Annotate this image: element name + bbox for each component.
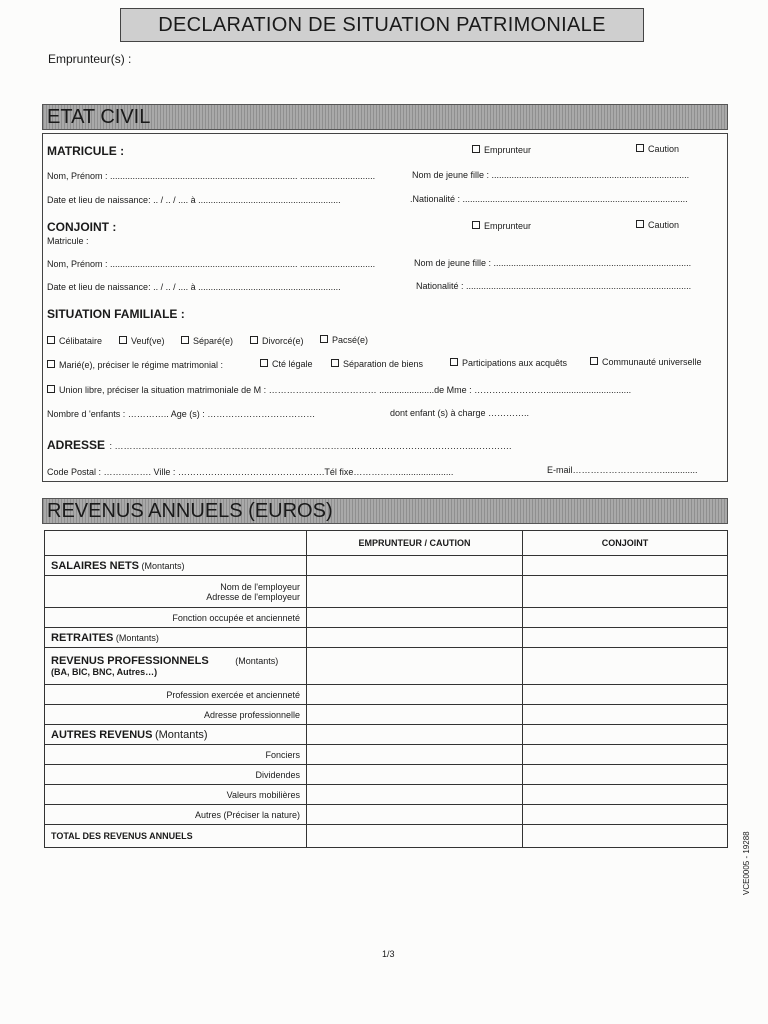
checkbox-icon [472, 145, 480, 153]
fonction-label-cell: Fonction occupée et ancienneté [45, 608, 307, 628]
input-cell[interactable] [307, 608, 523, 628]
caution-option[interactable]: Caution [636, 144, 679, 154]
profession-label-cell: Profession exercée et ancienneté [45, 685, 307, 705]
checkbox-icon [47, 360, 55, 368]
regime-cte-legale[interactable]: Cté légale [260, 359, 313, 369]
page-number: 1/3 [382, 949, 395, 959]
adresse-pro-label-cell: Adresse professionnelle [45, 705, 307, 725]
input-cell[interactable] [307, 576, 523, 608]
regime-communaute[interactable]: Communauté universelle [590, 357, 702, 367]
adresse-label: ADRESSE [47, 438, 106, 452]
regime-separation[interactable]: Séparation de biens [331, 359, 423, 369]
fonciers-label-cell: Fonciers [45, 745, 307, 765]
conjoint-nom-jeune-fille-field[interactable]: Nom de jeune fille : ............................................................................... [414, 258, 692, 268]
table-cell [45, 531, 307, 556]
checkbox-icon [181, 336, 189, 344]
input-cell[interactable] [523, 825, 728, 848]
revenus-table [44, 530, 728, 848]
checkbox-icon [250, 336, 258, 344]
nom-jeune-fille-field[interactable]: Nom de jeune fille : ............................................................................... [412, 170, 690, 180]
adresse-dots: : …………………………………………………………………….…………………………………..…………. [109, 441, 512, 451]
col-emprunteur-header: EMPRUNTEUR / CAUTION [307, 531, 523, 556]
valeurs-label-cell: Valeurs mobilières [45, 785, 307, 805]
checkbox-icon [590, 357, 598, 365]
input-cell[interactable] [523, 765, 728, 785]
matricule-label: MATRICULE : [47, 144, 125, 158]
input-cell[interactable] [307, 745, 523, 765]
input-cell[interactable] [523, 556, 728, 576]
conjoint-emprunteur-option[interactable]: Emprunteur [472, 221, 531, 231]
retraites-label-cell: RETRAITES (Montants) [45, 628, 307, 648]
table-row [45, 648, 728, 685]
table-row [45, 705, 728, 725]
table-row [45, 725, 728, 745]
checkbox-icon [636, 144, 644, 152]
situation-marie[interactable]: Marié(e), préciser le régime matrimonial : [47, 360, 223, 370]
checkbox-icon [47, 336, 55, 344]
input-cell[interactable] [307, 685, 523, 705]
input-cell[interactable] [523, 785, 728, 805]
email-field[interactable]: E-mail………………………….............. [547, 465, 698, 475]
input-cell[interactable] [307, 628, 523, 648]
emprunteurs-label: Emprunteur(s) : [48, 52, 132, 66]
autres-label-cell: AUTRES REVENUS (Montants) [45, 725, 307, 745]
emprunteur-option[interactable]: Emprunteur [472, 145, 531, 155]
union-libre-option[interactable]: Union libre, préciser la situation matrimoniale de M : ……………………………… ......................de Mme : …………………….................................. [47, 385, 631, 395]
situation-familiale-label: SITUATION FAMILIALE : [47, 307, 185, 321]
checkbox-icon [320, 335, 328, 343]
input-cell[interactable] [307, 705, 523, 725]
input-cell[interactable] [307, 725, 523, 745]
checkbox-icon [260, 359, 268, 367]
checkbox-icon [119, 336, 127, 344]
table-row [45, 556, 728, 576]
checkbox-icon [636, 220, 644, 228]
reference-code: VCE0005 - 19288 [742, 831, 751, 895]
input-cell[interactable] [307, 805, 523, 825]
total-label-cell: TOTAL DES REVENUS ANNUELS [45, 825, 307, 848]
input-cell[interactable] [307, 825, 523, 848]
input-cell[interactable] [307, 556, 523, 576]
table-row [45, 805, 728, 825]
conjoint-caution-option[interactable]: Caution [636, 220, 679, 230]
nationalite-field[interactable]: .Nationalité : .......................................................................................... [410, 194, 688, 204]
etat-civil-heading: ETAT CIVIL [42, 104, 728, 130]
code-postal-field[interactable]: Code Postal : ……………. Ville : ………………………………………….Tél fixe……………...................... [47, 467, 454, 477]
revenus-heading: REVENUS ANNUELS (EUROS) [42, 498, 728, 524]
input-cell[interactable] [523, 608, 728, 628]
situation-veuf[interactable]: Veuf(ve) [119, 336, 165, 346]
regime-participations[interactable]: Participations aux acquêts [450, 358, 567, 368]
table-header-row [45, 531, 728, 556]
table-row [45, 785, 728, 805]
situation-celibataire[interactable]: Célibataire [47, 336, 102, 346]
salaires-label-cell: SALAIRES NETS (Montants) [45, 556, 307, 576]
situation-pacse[interactable]: Pacsé(e) [320, 335, 368, 345]
table-row [45, 765, 728, 785]
adresse-field[interactable] [47, 436, 511, 454]
checkbox-icon [450, 358, 458, 366]
input-cell[interactable] [523, 685, 728, 705]
checkbox-icon [472, 221, 480, 229]
table-row [45, 825, 728, 848]
nombre-enfants-field[interactable]: Nombre d 'enfants : ………….. Age (s) : ……………………………… [47, 409, 316, 419]
employeur-label-cell: Nom de l'employeur Adresse de l'employeur [45, 576, 307, 608]
autres-nature-label-cell: Autres (Préciser la nature) [45, 805, 307, 825]
conjoint-date-lieu-field[interactable]: Date et lieu de naissance: .. / .. / .... à ......................................................... [47, 282, 341, 292]
table-row [45, 745, 728, 765]
table-row [45, 608, 728, 628]
nom-prenom-field[interactable]: Nom, Prénom : ........................................................................... .............................. [47, 171, 376, 181]
col-conjoint-header: CONJOINT [523, 531, 728, 556]
conjoint-matricule-label: Matricule : [47, 236, 89, 246]
dividendes-label-cell: Dividendes [45, 765, 307, 785]
table-row [45, 576, 728, 608]
conjoint-nom-prenom-field[interactable]: Nom, Prénom : ........................................................................... .............................. [47, 259, 376, 269]
date-lieu-field[interactable]: Date et lieu de naissance: .. / .. / .... à ......................................................... [47, 195, 341, 205]
table-row [45, 685, 728, 705]
input-cell[interactable] [523, 805, 728, 825]
document-title: DECLARATION DE SITUATION PATRIMONIALE [120, 8, 644, 42]
input-cell[interactable] [523, 745, 728, 765]
situation-divorce[interactable]: Divorcé(e) [250, 336, 304, 346]
input-cell[interactable] [523, 705, 728, 725]
conjoint-nationalite-field[interactable]: Nationalité : .......................................................................................... [416, 281, 692, 291]
input-cell[interactable] [307, 648, 523, 685]
enfants-charge-field[interactable]: dont enfant (s) à charge ………….. [390, 408, 530, 418]
checkbox-icon [47, 385, 55, 393]
input-cell[interactable] [523, 576, 728, 608]
situation-separe[interactable]: Séparé(e) [181, 336, 233, 346]
rev-pro-label-cell: REVENUS PROFESSIONNELS (Montants) (BA, BIC, BNC, Autres…) [45, 648, 307, 685]
checkbox-icon [331, 359, 339, 367]
input-cell[interactable] [523, 648, 728, 685]
table-row [45, 628, 728, 648]
input-cell[interactable] [307, 785, 523, 805]
input-cell[interactable] [523, 725, 728, 745]
conjoint-label: CONJOINT : [47, 220, 117, 234]
input-cell[interactable] [523, 628, 728, 648]
input-cell[interactable] [307, 765, 523, 785]
